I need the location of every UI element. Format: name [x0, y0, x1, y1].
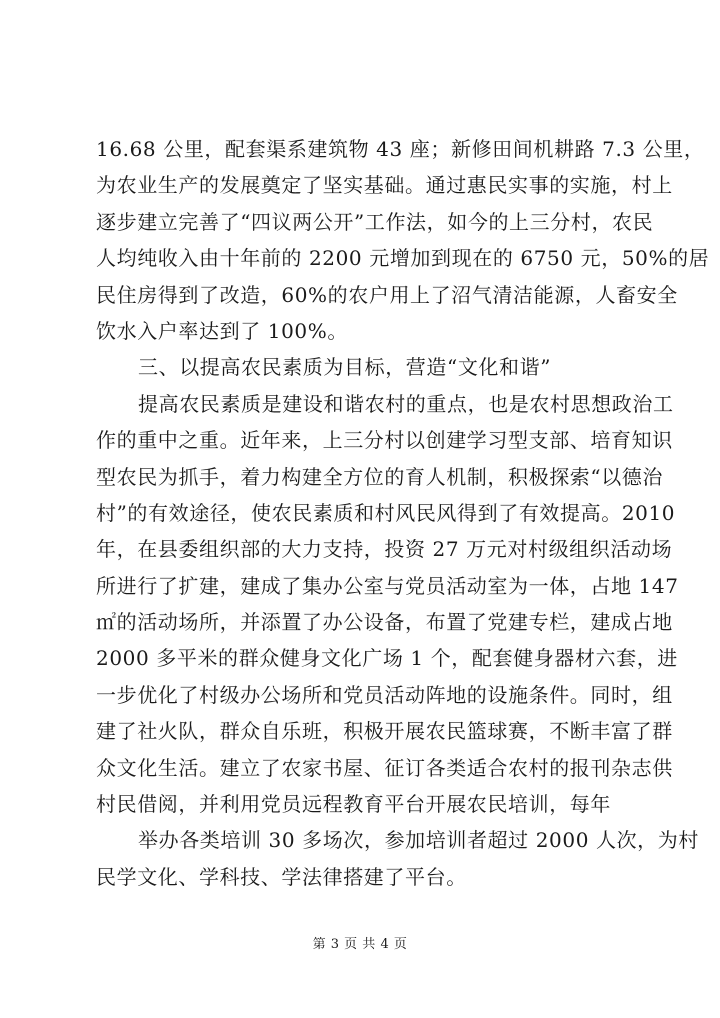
paragraph-line: 作的重中之重。近年来，上三分村以创建学习型支部、培育知识 — [96, 428, 673, 453]
page-footer: 第 3 页 共 4 页 — [312, 937, 408, 952]
paragraph-line: 人均纯收入由十年前的 2200 元增加到现在的 6750 元，50%的居 — [96, 246, 710, 271]
paragraph-line: 为农业生产的发展奠定了坚实基础。通过惠民实事的实施，村上 — [96, 173, 673, 198]
paragraph-line: 建了社火队，群众自乐班，积极开展农民篮球赛，不断丰富了群 — [96, 719, 673, 744]
paragraph-line: 民学文化、学科技、学法律搭建了平台。 — [96, 864, 467, 889]
paragraph-line: 提高农民素质是建设和谐农村的重点，也是农村思想政治工 — [138, 391, 674, 416]
paragraph-line: 众文化生活。建立了农家书屋、征订各类适合农村的报刊杂志供 — [96, 755, 673, 780]
paragraph-line: 村民借阅，并利用党员远程教育平台开展农民培训，每年 — [96, 792, 611, 817]
paragraph-line: 2000 多平米的群众健身文化广场 1 个，配套健身器材六套，进 — [96, 646, 678, 671]
paragraph-line: 型农民为抓手，着力构建全方位的育人机制，积极探索“以德治 — [96, 464, 664, 489]
paragraph-line: 举办各类培训 30 多场次，参加培训者超过 2000 人次，为村 — [138, 828, 699, 853]
paragraph-line: 民住房得到了改造，60%的农户用上了沼气清洁能源，人畜安全 — [96, 282, 678, 307]
paragraph-line: 逐步建立完善了“四议两公开”工作法，如今的上三分村，农民 — [96, 209, 654, 234]
paragraph-line: 年，在县委组织部的大力支持，投资 27 万元对村级组织活动场 — [96, 537, 673, 562]
paragraph-line: 所进行了扩建，建成了集办公室与党员活动室为一体，占地 147 — [96, 573, 679, 598]
paragraph-line: 16.68 公里，配套渠系建筑物 43 座；新修田间机耕路 7.3 公里， — [96, 137, 705, 161]
section-heading: 三、以提高农民素质为目标，营造“文化和谐” — [138, 355, 552, 380]
paragraph-line: 饮水入户率达到了 100%。 — [96, 318, 348, 343]
paragraph-line: 村”的有效途径，使农民素质和村风民风得到了有效提高。2010 — [96, 500, 676, 525]
paragraph-line: ㎡的活动场所，并添置了办公设备，布置了党建专栏，建成占地 — [96, 610, 673, 635]
body-text — [96, 131, 710, 895]
paragraph-line: 一步优化了村级办公场所和党员活动阵地的设施条件。同时，组 — [96, 682, 673, 707]
